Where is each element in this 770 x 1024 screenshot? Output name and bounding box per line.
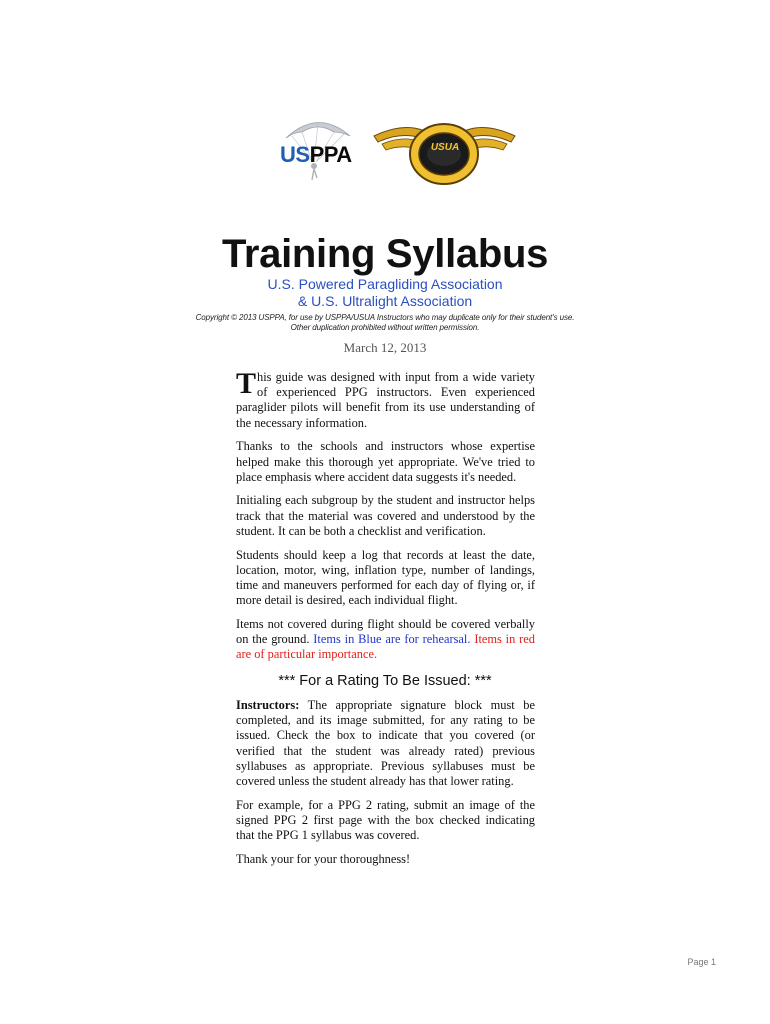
intro-paragraph-3: Initialing each subgroup by the student and instructor helps track that the material was covered and understood by the student. It can be both a checklist and verification. [236, 493, 535, 538]
page-number: Page 1 [687, 957, 716, 967]
rating-paragraph-2: For example, for a PPG 2 rating, submit an image of the signed PPG 2 first page with the box checked indicating that the PPG 1 syllabus was covered. [236, 797, 535, 843]
intro-paragraph-4: Students should keep a log that records at least the date, location, motor, wing, inflation type, number of landings, time and maneuvers performed for each day of flying or, if more detail is desired, each individual flight. [236, 547, 535, 608]
copyright-line-1: Copyright © 2013 USPPA, for use by USPPA/USUA Instructors who may duplicate only for their student's use. [195, 313, 575, 322]
document-title: Training Syllabus [221, 232, 549, 276]
drop-cap: T [236, 367, 257, 400]
rehearsal-note: Items in Blue are for rehearsal. [313, 632, 475, 647]
copyright-line-2: Other duplication prohibited without written permission. [290, 323, 480, 332]
intro-paragraph-1: This guide was designed with input from a wide variety of experienced PPG instructors. Even experienced paraglider pilots will benefit from its use understanding of the necessary information. [236, 367, 535, 430]
subtitle-line-1: U.S. Powered Paragliding Association [267, 276, 503, 292]
document-date: March 12, 2013 [343, 340, 427, 355]
intro-paragraph-2: Thanks to the schools and instructors whose expertise helped make this thorough yet appropriate. We've tried to place emphasis where accident data suggests it's needed. [236, 439, 535, 484]
rating-section [236, 698, 535, 876]
intro-paragraph-5: Items not covered during flight should be covered verbally on the ground. Items in Blue are for rehearsal. Items in red are of particular importance. [236, 616, 535, 662]
usppa-wordmark: USPPA [280, 142, 352, 167]
subtitle-line-2: & U.S. Ultralight Association [297, 293, 473, 309]
importance-note: Items in red are of particular importance. [236, 632, 535, 662]
usua-wordmark: USUA [430, 142, 460, 153]
usua-logo [372, 114, 517, 190]
rating-paragraph-1: Instructors: The appropriate signature block must be completed, and its image submitted, for any rating to be issued. Check the box to indicate that you covered (or verified that the student was already rated) previous syllabuses as appropriate. Previous syllabuses must be covered unless the student already has that lower rating. [236, 698, 535, 789]
usppa-logo [276, 114, 360, 188]
rating-paragraph-3: Thank your for your thoroughness! [236, 851, 411, 866]
intro-section [236, 364, 535, 671]
rating-heading: *** For a Rating To Be Issued: *** [278, 673, 492, 689]
